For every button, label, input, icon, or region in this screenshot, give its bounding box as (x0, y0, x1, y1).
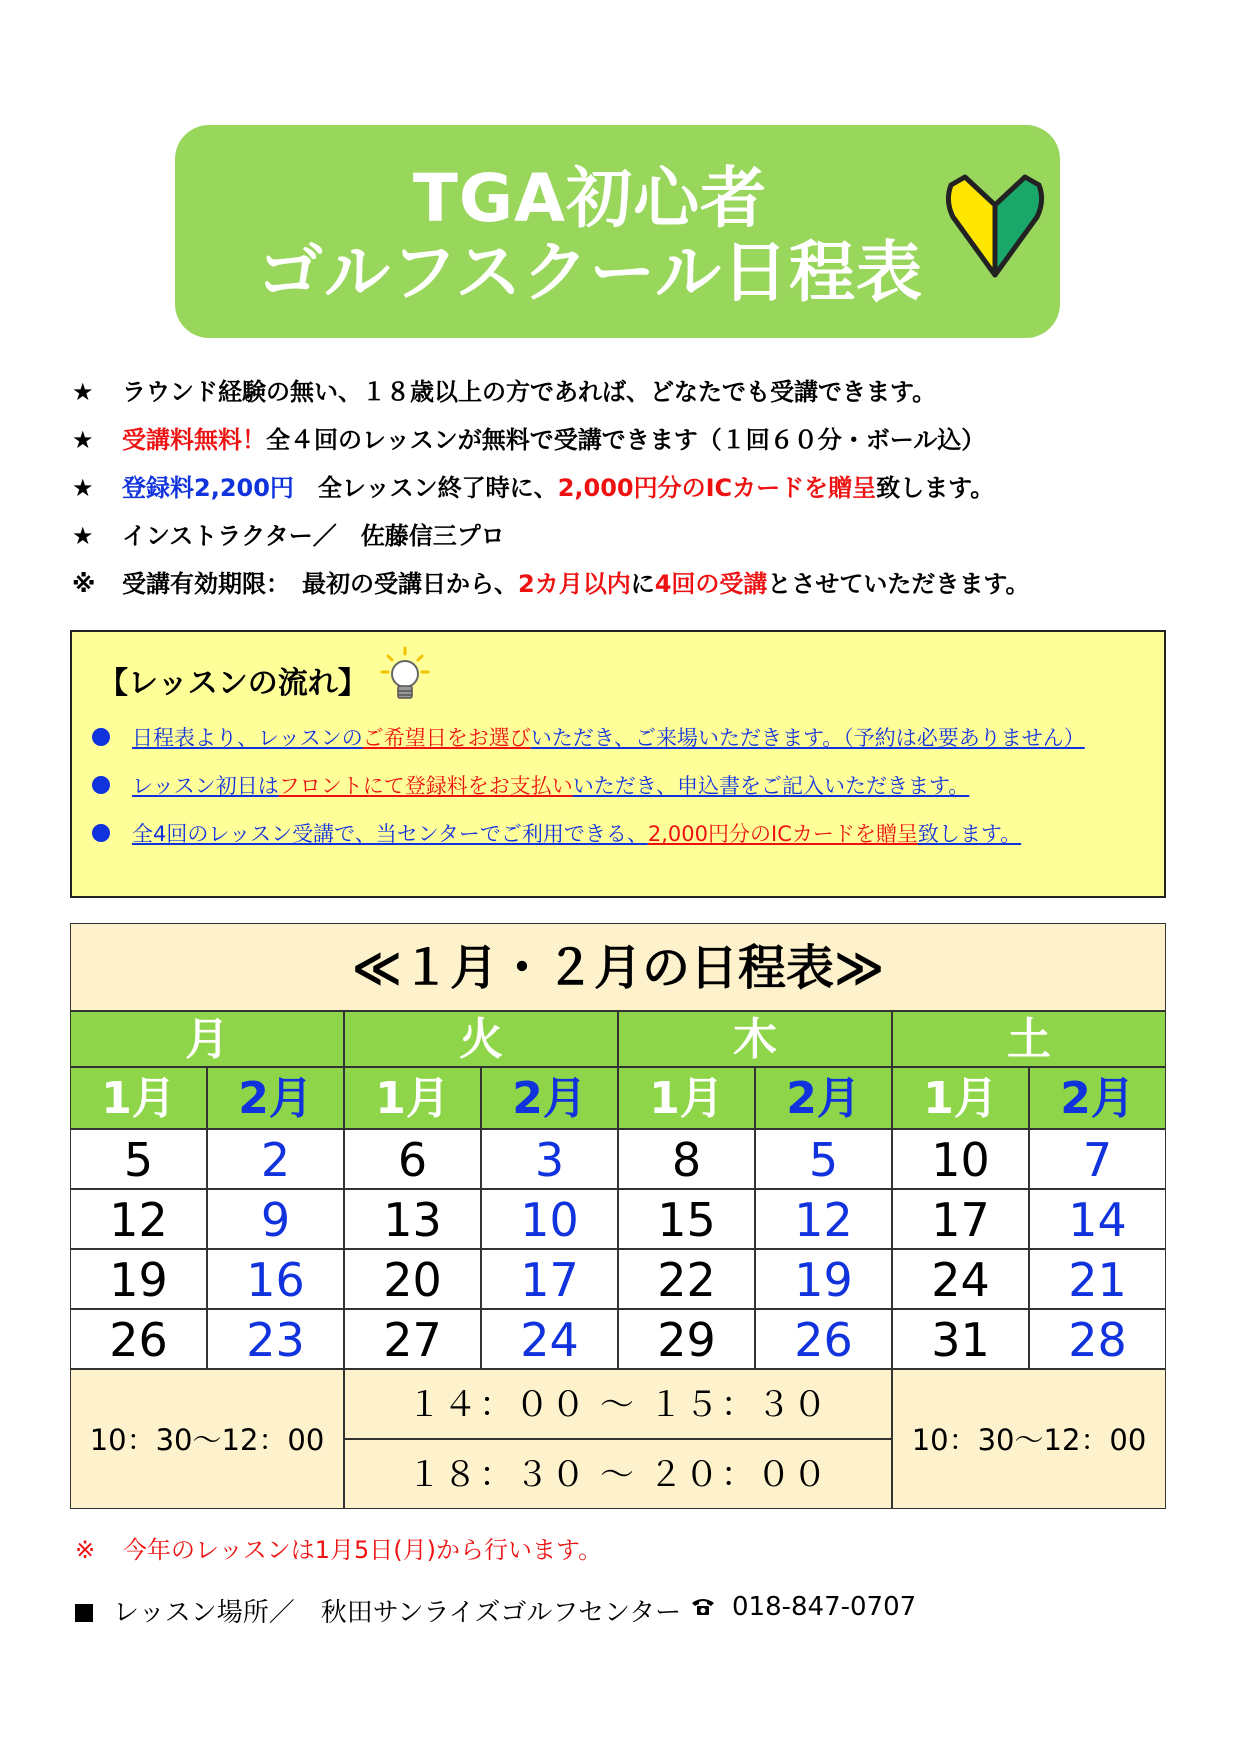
date-cell: 19 (755, 1249, 892, 1309)
note-mark: ★ (72, 426, 94, 454)
note-highlight: 4回の受講 (654, 570, 768, 598)
note-highlight: 登録料2,200円 (122, 474, 294, 502)
date-cell: 9 (207, 1189, 344, 1249)
lesson-flow-box (70, 630, 1166, 898)
bullet-dot (92, 824, 110, 842)
date-cell: 17 (481, 1249, 618, 1309)
note-mark: ※ (72, 570, 96, 598)
schedule-title: ≪１月・２月の日程表≫ (70, 923, 1166, 1011)
note-mark: ★ (72, 522, 94, 550)
date-cell: 16 (207, 1249, 344, 1309)
month-header: 2月 (481, 1067, 618, 1129)
flow-text: 全4回のレッスン受講で、当センターでご利用できる、 (132, 822, 648, 846)
footnote-mark: ※ (75, 1536, 96, 1564)
phone-number: 018-847-0707 (732, 1592, 917, 1622)
note-text: とさせていただきます。 (767, 570, 1030, 598)
note-text: ラウンド経験の無い、１８歳以上の方であれば、どなたでも受講できます。 (122, 378, 937, 406)
month-header: 2月 (1029, 1067, 1166, 1129)
time-saturday: 10：30～12：00 (892, 1369, 1166, 1509)
footnote (75, 1530, 602, 1565)
note-highlight: 受講料無料！ (122, 426, 266, 454)
flow-text: 致します。 (917, 822, 1022, 846)
flow-item (92, 718, 1085, 758)
date-cell: 20 (344, 1249, 481, 1309)
time-tue-thu-2: １８：３０ ～ ２０：００ (344, 1439, 892, 1509)
flow-highlight: ご希望日をお選び (362, 726, 531, 750)
date-cell: 15 (618, 1189, 755, 1249)
date-cell: 5 (755, 1129, 892, 1189)
flow-text: 日程表より、レッスンの (132, 726, 363, 750)
schedule-table (70, 923, 1166, 1509)
note-item (72, 464, 1192, 512)
flow-text: レッスン初日は (132, 774, 279, 798)
month-header: 1月 (70, 1067, 207, 1129)
date-cell: 23 (207, 1309, 344, 1369)
date-cell: 14 (1029, 1189, 1166, 1249)
day-header: 月 (70, 1011, 344, 1067)
note-item (72, 416, 1192, 464)
day-header: 木 (618, 1011, 892, 1067)
month-header: 1月 (618, 1067, 755, 1129)
date-cell: 12 (70, 1189, 207, 1249)
note-text: 受講有効期限： 最初の受講日から、 (122, 570, 518, 598)
flow-item (92, 814, 1021, 854)
date-cell: 7 (1029, 1129, 1166, 1189)
date-cell: 17 (892, 1189, 1029, 1249)
date-cell: 2 (207, 1129, 344, 1189)
phone-info (690, 1592, 916, 1622)
note-item (72, 512, 1192, 560)
time-tue-thu-1: １４：００ ～ １５：３０ (344, 1369, 892, 1439)
light-bulb-icon (380, 646, 430, 706)
day-header: 火 (344, 1011, 618, 1067)
flow-text: いただき、申込書をご記入いただきます。 (572, 774, 970, 798)
flow-highlight: フロントにて登録料をお支払い (278, 774, 573, 798)
date-cell: 8 (618, 1129, 755, 1189)
beginner-mark-icon (935, 157, 1055, 297)
date-cell: 29 (618, 1309, 755, 1369)
date-cell: 6 (344, 1129, 481, 1189)
bullet-dot (92, 728, 110, 746)
flow-highlight: 2,000円分のICカードを贈呈 (647, 822, 918, 846)
flow-item (92, 766, 969, 806)
lesson-flow-title: 【レッスンの流れ】 (98, 666, 368, 701)
note-text: に (630, 570, 655, 598)
date-cell: 24 (892, 1249, 1029, 1309)
note-mark: ★ (72, 474, 94, 502)
date-cell: 28 (1029, 1309, 1166, 1369)
month-header: 1月 (892, 1067, 1029, 1129)
notes-list (72, 368, 1192, 608)
month-header: 2月 (207, 1067, 344, 1129)
date-cell: 26 (755, 1309, 892, 1369)
date-cell: 26 (70, 1309, 207, 1369)
date-cell: 19 (70, 1249, 207, 1309)
date-cell: 12 (755, 1189, 892, 1249)
date-cell: 27 (344, 1309, 481, 1369)
date-cell: 3 (481, 1129, 618, 1189)
date-cell: 21 (1029, 1249, 1166, 1309)
month-header: 2月 (755, 1067, 892, 1129)
time-monday: 10：30～12：00 (70, 1369, 344, 1509)
month-header: 1月 (344, 1067, 481, 1129)
title-line-1: TGA初心者 (412, 160, 768, 237)
location-text: レッスン場所／ 秋田サンライズゴルフセンター (113, 1598, 682, 1628)
note-text: インストラクター／ 佐藤信三プロ (122, 522, 505, 550)
title-line-2: ゴルフスクール日程表 (256, 234, 924, 311)
title-banner (175, 125, 1060, 338)
date-cell: 5 (70, 1129, 207, 1189)
note-mark: ★ (72, 378, 94, 406)
date-cell: 24 (481, 1309, 618, 1369)
note-item (72, 560, 1192, 608)
lesson-location (75, 1592, 681, 1629)
note-text: 致します。 (876, 474, 995, 502)
note-text: 全レッスン終了時に、 (293, 474, 558, 502)
day-header: 土 (892, 1011, 1166, 1067)
note-highlight: 2,000円分のICカードを贈呈 (557, 474, 877, 502)
date-cell: 31 (892, 1309, 1029, 1369)
date-cell: 10 (481, 1189, 618, 1249)
note-item (72, 368, 1192, 416)
bullet-dot (92, 776, 110, 794)
note-text: 全４回のレッスンが無料で受講できます（１回６０分・ボール込） (266, 426, 986, 454)
footnote-text: 今年のレッスンは1月5日(月)から行います。 (123, 1536, 603, 1564)
square-bullet-icon (75, 1604, 93, 1622)
telephone-icon (690, 1597, 716, 1617)
date-cell: 22 (618, 1249, 755, 1309)
date-cell: 13 (344, 1189, 481, 1249)
note-highlight: 2カ月以内 (518, 570, 631, 598)
date-cell: 10 (892, 1129, 1029, 1189)
flow-text: いただき、ご来場いただきます。（予約は必要ありません） (530, 726, 1085, 750)
